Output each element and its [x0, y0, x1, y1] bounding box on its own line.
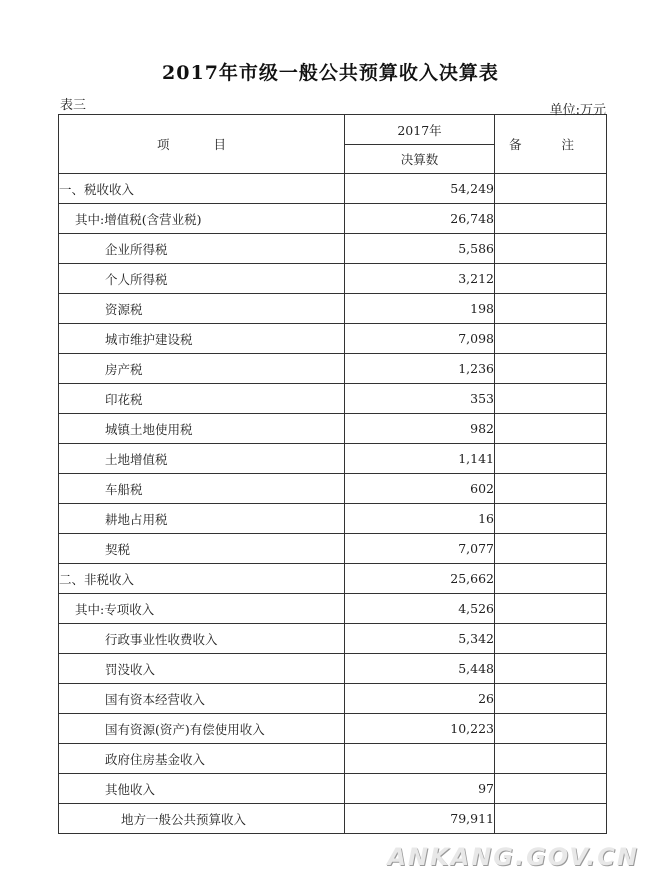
row-final-amount: 5,586: [345, 234, 495, 264]
row-item-name: 资源税: [59, 294, 345, 324]
row-final-amount: 982: [345, 414, 495, 444]
row-note: [495, 714, 607, 744]
row-item-name: 契税: [59, 534, 345, 564]
row-final-amount: 26,748: [345, 204, 495, 234]
table-number: 表三: [60, 98, 87, 113]
row-item-name: 其他收入: [59, 774, 345, 804]
row-final-amount: 16: [345, 504, 495, 534]
row-item-name: 国有资源(资产)有偿使用收入: [59, 714, 345, 744]
table-row: [59, 624, 607, 654]
row-item-name: 其中:增值税(含营业税): [59, 204, 345, 234]
row-note: [495, 504, 607, 534]
row-item-name: 耕地占用税: [59, 504, 345, 534]
row-note: [495, 804, 607, 834]
row-final-amount: 5,448: [345, 654, 495, 684]
row-note: [495, 384, 607, 414]
table-row: [59, 504, 607, 534]
row-final-amount: 97: [345, 774, 495, 804]
row-note: [495, 594, 607, 624]
table-row: [59, 444, 607, 474]
table-row: [59, 294, 607, 324]
row-note: [495, 324, 607, 354]
site-watermark: ANKANG.GOV.CN: [387, 843, 639, 871]
row-note: [495, 444, 607, 474]
header-final-amount: 决算数: [345, 145, 495, 174]
row-final-amount: 7,098: [345, 324, 495, 354]
row-note: [495, 774, 607, 804]
row-item-name: 政府住房基金收入: [59, 744, 345, 774]
row-final-amount: 54,249: [345, 174, 495, 204]
row-note: [495, 234, 607, 264]
row-final-amount: 4,526: [345, 594, 495, 624]
table-row: [59, 564, 607, 594]
header-note: 备 注: [495, 115, 607, 174]
table-row: [59, 684, 607, 714]
row-final-amount: 198: [345, 294, 495, 324]
row-item-name: 行政事业性收费收入: [59, 624, 345, 654]
table-row: [59, 714, 607, 744]
row-note: [495, 624, 607, 654]
table-row: [59, 354, 607, 384]
row-item-name: 城镇土地使用税: [59, 414, 345, 444]
page-title: 2017年市级一般公共预算收入决算表: [162, 62, 499, 84]
row-final-amount: 10,223: [345, 714, 495, 744]
budget-table: [58, 114, 607, 834]
row-final-amount: 25,662: [345, 564, 495, 594]
row-item-name: 地方一般公共预算收入: [59, 804, 345, 834]
row-note: [495, 684, 607, 714]
row-final-amount: 1,236: [345, 354, 495, 384]
row-note: [495, 744, 607, 774]
row-final-amount: 26: [345, 684, 495, 714]
row-note: [495, 414, 607, 444]
header-item: 项 目: [59, 115, 345, 174]
row-item-name: 其中:专项收入: [59, 594, 345, 624]
table-row: [59, 414, 607, 444]
row-note: [495, 204, 607, 234]
row-note: [495, 654, 607, 684]
row-final-amount: 5,342: [345, 624, 495, 654]
row-final-amount: 7,077: [345, 534, 495, 564]
row-item-name: 一、税收收入: [59, 174, 345, 204]
row-item-name: 土地增值税: [59, 444, 345, 474]
table-row: [59, 204, 607, 234]
row-final-amount: 3,212: [345, 264, 495, 294]
row-final-amount: 353: [345, 384, 495, 414]
table-row: [59, 774, 607, 804]
row-note: [495, 294, 607, 324]
table-row: [59, 264, 607, 294]
row-note: [495, 174, 607, 204]
row-item-name: 二、非税收入: [59, 564, 345, 594]
row-note: [495, 354, 607, 384]
row-final-amount: 602: [345, 474, 495, 504]
table-row: [59, 324, 607, 354]
row-final-amount: 79,911: [345, 804, 495, 834]
table-row: [59, 534, 607, 564]
row-item-name: 企业所得税: [59, 234, 345, 264]
table-row: [59, 744, 607, 774]
row-item-name: 罚没收入: [59, 654, 345, 684]
header-year: 2017年: [345, 115, 495, 145]
row-note: [495, 264, 607, 294]
row-note: [495, 564, 607, 594]
row-final-amount: [345, 744, 495, 774]
table-row: [59, 474, 607, 504]
row-note: [495, 534, 607, 564]
row-item-name: 国有资本经营收入: [59, 684, 345, 714]
row-note: [495, 474, 607, 504]
table-body: [59, 174, 607, 834]
row-item-name: 房产税: [59, 354, 345, 384]
row-item-name: 车船税: [59, 474, 345, 504]
table-row: [59, 804, 607, 834]
table-row: [59, 384, 607, 414]
table-row: [59, 654, 607, 684]
row-item-name: 城市维护建设税: [59, 324, 345, 354]
unit-label: 单位:万元: [549, 103, 606, 118]
table-row: [59, 174, 607, 204]
table-row: [59, 234, 607, 264]
row-item-name: 个人所得税: [59, 264, 345, 294]
row-item-name: 印花税: [59, 384, 345, 414]
table-row: [59, 594, 607, 624]
row-final-amount: 1,141: [345, 444, 495, 474]
